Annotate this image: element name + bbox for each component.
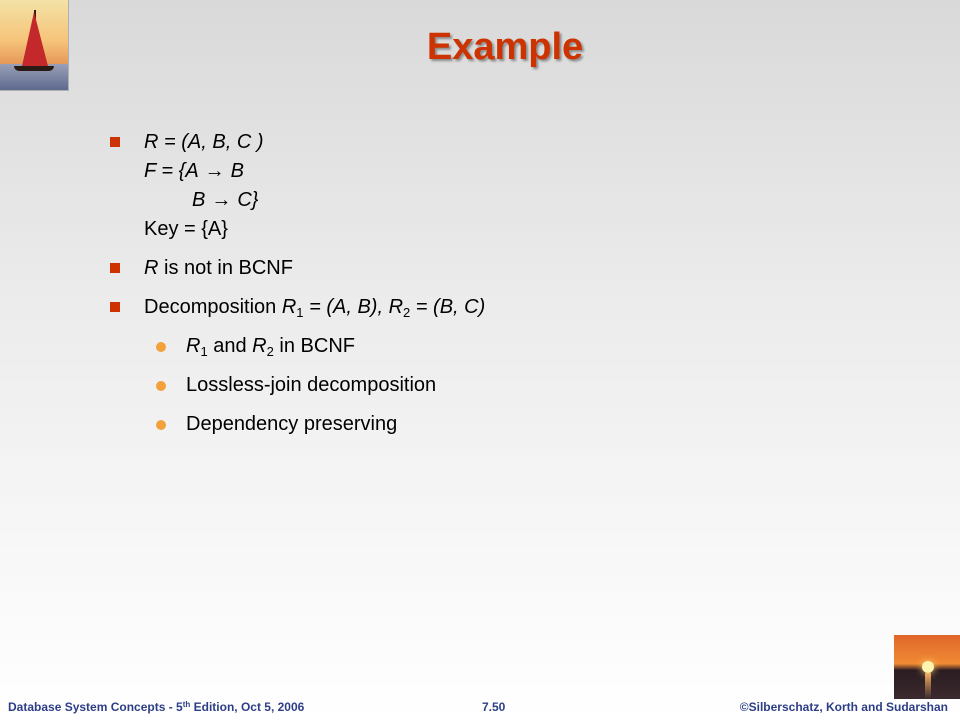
bullet-not-bcnf: R is not in BCNF xyxy=(108,254,868,283)
square-bullet-icon xyxy=(110,263,120,273)
fd-line-2: B → C} xyxy=(144,186,868,215)
arrow-icon: → xyxy=(211,189,232,211)
footer-slide-number: 7.50 xyxy=(482,700,506,714)
sun-reflection xyxy=(925,673,931,699)
bullet-relation xyxy=(108,128,868,244)
sub-bullet-lossless: Lossless-join decomposition xyxy=(108,371,868,400)
sub-bullet-dependency: Dependency preserving xyxy=(108,410,868,439)
round-bullet-icon xyxy=(156,342,166,352)
bullet-decomposition: Decomposition $R_1 = (A$, B), $R_2 = (B$, C) xyxy=(108,293,868,322)
slide-title: Example xyxy=(426,26,584,68)
relation-line: R = (A, B, C ) xyxy=(144,131,264,153)
footer-book-title: Database System Concepts - 5th Edition, Oct 5, 2006 xyxy=(8,700,305,714)
sub-bullet-bcnf: $R_1$ and $R_2$ in BCNF xyxy=(108,332,868,361)
round-bullet-icon xyxy=(156,381,166,391)
fd-line-1: F = {A → B xyxy=(144,157,868,186)
arrow-icon: → xyxy=(204,160,225,182)
slide-content xyxy=(108,128,868,449)
square-bullet-icon xyxy=(110,302,120,312)
round-bullet-icon xyxy=(156,420,166,430)
key-line: Key = {A} xyxy=(144,218,228,240)
square-bullet-icon xyxy=(110,137,120,147)
footer-copyright: ©Silberschatz, Korth and Sudarshan xyxy=(739,700,948,714)
sun-shape xyxy=(922,661,934,673)
sunset-icon xyxy=(894,635,960,699)
